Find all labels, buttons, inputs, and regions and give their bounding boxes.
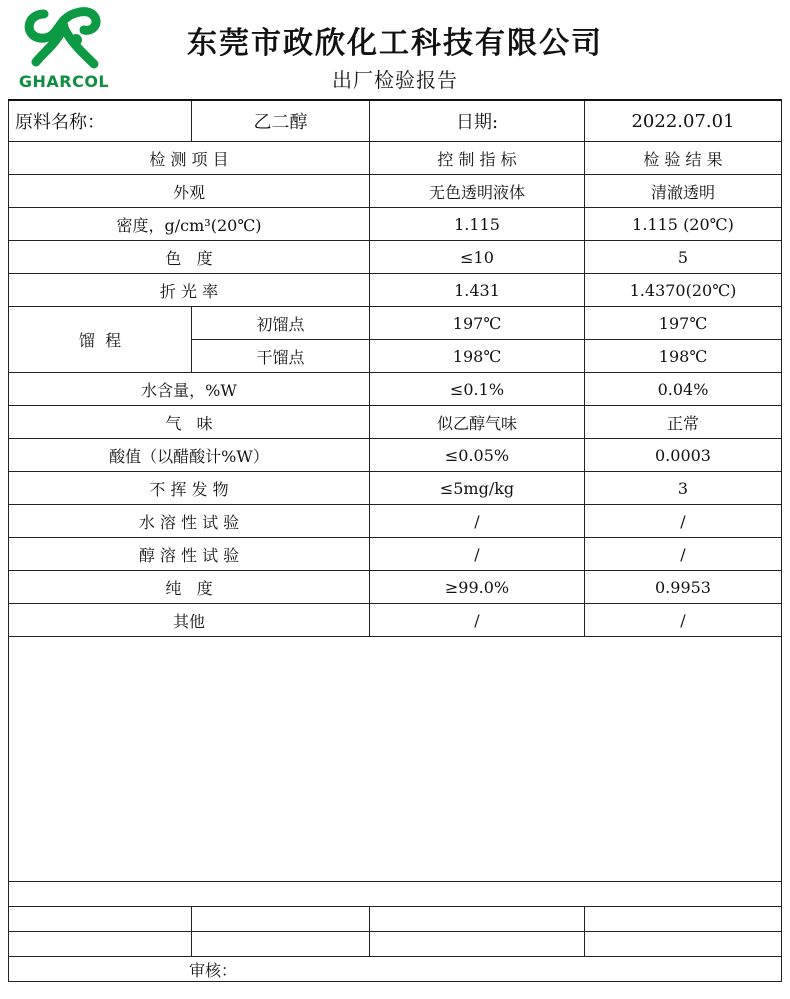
col-spec: 控 制 指 标	[370, 142, 585, 175]
table-row: 酸值（以醋酸计%W） ≤0.05% 0.0003	[9, 439, 782, 472]
material-label: 原料名称：	[9, 100, 192, 142]
table-row: 干馏点 198℃ 198℃	[9, 340, 782, 373]
table-row: 馏 程 初馏点 197℃ 197℃	[9, 307, 782, 340]
table-row: 水 溶 性 试 验 / /	[9, 505, 782, 538]
table-row: 密度，g/cm³(20℃) 1.115 1.115 (20℃)	[9, 208, 782, 241]
logo-text: GHARCOL	[18, 72, 110, 91]
table-row: 水含量，%W ≤0.1% 0.04%	[9, 373, 782, 406]
logo-mark-icon	[14, 6, 114, 72]
signature-row	[9, 957, 782, 982]
col-result: 检 验 结 果	[585, 142, 782, 175]
table-row: 外观 无色透明液体 清澈透明	[9, 175, 782, 208]
company-name: 东莞市政欣化工科技有限公司	[187, 26, 603, 61]
company-logo	[14, 6, 114, 94]
footer-row	[9, 882, 782, 907]
date-label: 日期:	[370, 100, 585, 142]
review-label: 审核：	[9, 957, 782, 982]
column-header-row	[9, 142, 782, 175]
info-row	[9, 100, 782, 142]
table-row: 气 味 似乙醇气味 正常	[9, 406, 782, 439]
material-value: 乙二醇	[192, 100, 370, 142]
footer-row	[9, 907, 782, 932]
table-row: 折 光 率 1.431 1.4370(20℃)	[9, 274, 782, 307]
table-row: 纯 度 ≥99.0% 0.9953	[9, 571, 782, 604]
inspection-table	[8, 99, 782, 982]
report-header	[0, 0, 790, 98]
table-row: 醇 溶 性 试 验 / /	[9, 538, 782, 571]
table-row: 色 度 ≤10 5	[9, 241, 782, 274]
report-title: 出厂检验报告	[332, 68, 458, 92]
table-row: 不 挥 发 物 ≤5mg/kg 3	[9, 472, 782, 505]
distillation-group: 馏 程	[9, 307, 192, 373]
table-row: 其他 / /	[9, 604, 782, 637]
col-item: 检 测 项 目	[9, 142, 370, 175]
footer-row	[9, 932, 782, 957]
blank-area	[9, 637, 782, 882]
date-value: 2022.07.01	[585, 100, 782, 142]
